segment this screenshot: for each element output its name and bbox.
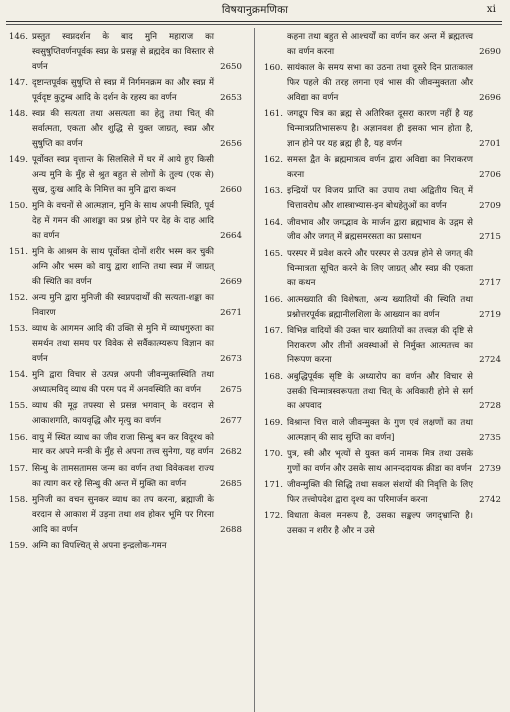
toc-entry bbox=[257, 447, 503, 477]
entry-page-number: 2650 bbox=[220, 61, 242, 72]
page-header bbox=[0, 0, 510, 20]
entry-text: परस्पर में प्रवेश करने और परस्पर से उत्पन्न होने से जगत् की चिन्मात्रता सूचित करने के लिए जाग्रत् और स्वप्न की एकता का कथन bbox=[287, 248, 473, 289]
entry-text: इन्द्रियों पर विजय प्राप्ति का उपाय तथा अद्वितीय चित् में चित्तावरोध और शास्त्राभ्यास-इन बोधहेतुओं का वर्णन bbox=[287, 186, 473, 212]
entry-text: जीवन्मुक्ति की सिद्धि तथा सकल संशयों की निवृत्ति के लिए फिर तत्त्वोपदेश द्वारा दृश्य का परिमार्जन करना bbox=[287, 480, 473, 506]
toc-entry bbox=[0, 107, 244, 151]
entry-number: 167. bbox=[263, 325, 283, 336]
entry-page-number: 2706 bbox=[479, 169, 501, 180]
entry-number: 157. bbox=[8, 463, 28, 474]
toc-entry bbox=[257, 416, 503, 446]
entry-number: 152. bbox=[8, 293, 28, 304]
entry-number: 161. bbox=[263, 109, 283, 120]
toc-entry bbox=[0, 368, 244, 398]
toc-entry bbox=[0, 199, 244, 243]
right-column bbox=[257, 30, 503, 541]
toc-entry bbox=[257, 478, 503, 508]
entry-number: 169. bbox=[263, 417, 283, 428]
entry-number: 154. bbox=[8, 370, 28, 381]
entry-page-number: 2742 bbox=[479, 495, 501, 506]
entry-text: आत्मख्याति की विशेषता, अन्य ख्यातियों की स्थिति तथा प्रश्नोत्तरपूर्वक ब्रह्मानीलशिला के आख्यान का वर्णन bbox=[287, 294, 473, 320]
entry-page-number: 2673 bbox=[220, 353, 242, 364]
entry-number: 172. bbox=[263, 511, 283, 522]
entry-text: व्याध के आगमन आदि की उक्ति से मुनि में व्याधगुरुता का समर्थन तथा समय पर विवेक से सर्वैकात्म्यरूप विज्ञान का वर्णन bbox=[32, 324, 214, 364]
toc-entry bbox=[257, 370, 503, 414]
entry-number: 150. bbox=[8, 201, 28, 212]
toc-entry bbox=[0, 153, 244, 197]
entry-page-number: 2717 bbox=[479, 278, 501, 289]
toc-entry bbox=[0, 30, 244, 74]
entry-number: 149. bbox=[8, 155, 28, 166]
entry-text: समस्त द्वैत के ब्रह्ममात्रत्व वर्णन द्वारा अविद्या का निराकरण करना bbox=[287, 155, 473, 180]
entry-text: जगद्रूप चित्र का ब्रह्म से अतिरिक्त दूसरा कारण नहीं है यह चिन्मात्रप्रतिभासरूप है। अज्ञानवश ही इसका भान होता है, ज्ञान होने पर यह ब्रह्म ही है, यह वर्णन bbox=[287, 109, 473, 149]
toc-entry bbox=[0, 322, 244, 366]
toc-entry bbox=[257, 293, 503, 323]
entry-number: 151. bbox=[8, 247, 28, 258]
entry-page-number: 2656 bbox=[220, 138, 242, 149]
entry-text: दृष्टान्तपूर्वक सुषुप्ति से स्वप्न में निर्गमनक्रम का और स्वप्न में पूर्वदृष्ट कुटुम्ब आदि के दर्शन के रहस्य का वर्णन bbox=[32, 77, 214, 103]
entry-number: 156. bbox=[8, 432, 28, 443]
entry-number: 168. bbox=[263, 371, 283, 382]
entry-page-number: 2724 bbox=[479, 355, 501, 366]
entry-page-number: 2728 bbox=[479, 401, 501, 412]
entry-text: पुत्र, स्त्री और भृत्यों से युक्त कर्म नामक मित्र तथा उसके गुणों का वर्णन और उसके साथ आनन्ददायक क्रीडा का वर्णन bbox=[287, 449, 473, 474]
toc-entry bbox=[257, 61, 503, 105]
entry-number: 164. bbox=[263, 217, 283, 228]
entry-page-number: 2696 bbox=[479, 92, 501, 103]
toc-entry bbox=[0, 493, 244, 537]
entry-page-number: 2701 bbox=[479, 138, 501, 149]
toc-entry bbox=[257, 247, 503, 291]
left-column bbox=[0, 30, 244, 555]
toc-entry bbox=[257, 324, 503, 368]
entry-text: सिन्धु के तामसतामस जन्म का वर्णन तथा विवेकवश राज्य का त्याग कर रहे सिन्धु की अन्त में मुक्ति का वर्णन bbox=[32, 463, 214, 489]
entry-number: 160. bbox=[263, 63, 283, 74]
entry-page-number: 2739 bbox=[479, 463, 501, 474]
entry-text: विश्रान्त चित्त वाले जीवन्मुक्त के गुण एवं लक्षणों का तथा आत्मज्ञान् की साद सुप्ति का वर्णन] bbox=[287, 417, 473, 443]
entry-number: 170. bbox=[263, 449, 283, 460]
entry-text: वायु में स्थित व्याध का जीव राजा सिन्धु बन कर विदूरथ को मार कर अपने मन्त्री के मुँह से अपना तत्त्व सुनेगा, यह वर्णन bbox=[32, 432, 214, 458]
toc-entry bbox=[0, 291, 244, 321]
entry-text: विभिन्न वादियों की उक्त चार ख्यातियों का तत्त्वज्ञ की दृष्टि से निराकरण और तीनों अवस्थाओं से निर्मुक्त आत्मतत्त्व का निरूपण करना bbox=[287, 325, 473, 366]
entry-text: पूर्वोक्त स्वप्न वृत्तान्त के सिलसिले में घर में आये हुए किसी अन्य मुनि के मुँह से श्रुत बहुत से लोगों के तुल्य (एक से) सुख, दुःख आदि के निमित्त का मुनि द्वारा कथन bbox=[32, 155, 214, 195]
entry-number: 147. bbox=[8, 77, 28, 88]
toc-entry bbox=[0, 76, 244, 106]
entry-page-number: 2690 bbox=[479, 46, 501, 57]
entry-number: 163. bbox=[263, 186, 283, 197]
toc-entry bbox=[0, 245, 244, 289]
toc-entry bbox=[0, 431, 244, 461]
header-rule bbox=[6, 21, 502, 22]
entry-page-number: 2735 bbox=[479, 432, 501, 443]
entry-text: मुनि द्वारा विचार से उत्पन्न अपनी जीवन्मुक्तस्थिति तथा अध्यात्मविद् व्याध की परम पद में अनवस्थिति का वर्णन bbox=[32, 370, 214, 396]
entry-text: जीवभाव और जगद्भाव के मार्जन द्वारा ब्रह्मभाव के उद्गम से जीव और जगत् में ब्रह्मसमरसता का प्रसाधन bbox=[287, 217, 473, 243]
header-rule-thin bbox=[6, 24, 502, 25]
page-title: विषयानुक्रमणिका bbox=[221, 4, 289, 16]
entry-text: मुनि के वचनों से आत्मज्ञान, मुनि के साथ अपनी स्थिति, पूर्व देह में गमन की आशङ्का का प्रश्न होने पर देह के दाह आदि का वर्णन bbox=[32, 201, 214, 241]
toc-entry bbox=[0, 462, 244, 492]
entry-number: 148. bbox=[8, 109, 28, 120]
toc-entry bbox=[0, 539, 244, 554]
toc-entry bbox=[257, 107, 503, 151]
entry-page-number: 2709 bbox=[479, 201, 501, 212]
entry-page-number: 2671 bbox=[220, 307, 242, 318]
entry-text: विधाता केवल मनरूप है, उसका सङ्कल्प जगद्भ्रान्ति है। उसका न शरीर है और न उसे bbox=[287, 511, 473, 537]
entry-number: 171. bbox=[263, 480, 283, 491]
entry-text: मुनिजी का वचन सुनकर व्याध का तप करना, ब्रह्माजी के वरदान से आकाश में उड़ना तथा शव होकर भूमि पर गिरना आदि का वर्णन bbox=[32, 495, 214, 535]
entry-text: अन्य मुनि द्वारा मुनिजी की स्वप्नपदार्थों की सत्यता-शङ्का का निवारण bbox=[32, 293, 214, 318]
entry-number: 153. bbox=[8, 324, 28, 335]
entry-page-number: 2719 bbox=[479, 309, 501, 320]
entry-page-number: 2664 bbox=[220, 230, 242, 241]
toc-entry bbox=[257, 153, 503, 183]
entry-page-number: 2682 bbox=[220, 447, 242, 458]
entry-number: 158. bbox=[8, 495, 28, 506]
toc-entry bbox=[257, 216, 503, 246]
toc-entry bbox=[0, 399, 244, 429]
entry-page-number: 2669 bbox=[220, 276, 242, 287]
entry-text: मुनि के आश्रम के साथ पूर्वोक्त दोनों शरीर भस्म कर चुकी अग्नि और भस्म को वायु द्वारा शान्ति तथा स्वप्न में जाग्रत् की स्थिति का वर्णन bbox=[32, 247, 214, 287]
entry-page-number: 2660 bbox=[220, 184, 242, 195]
entry-page-number: 2653 bbox=[220, 92, 242, 103]
entry-text: सायंकाल के समय सभा का उठना तथा दूसरे दिन प्रातःकाल फिर पहले की तरह लगना एवं भास की जीवन्मुक्तता और अविद्या का वर्णन bbox=[287, 63, 473, 103]
entry-number: 155. bbox=[8, 401, 28, 412]
entry-text: अबुद्धिपूर्वक सृष्टि के अध्यारोप का वर्णन और विचार से उसकी चिन्मात्रस्वरूपता तथा चित् के अविकारी होने से सर्ग का अपवाद bbox=[287, 371, 473, 412]
entry-number: 166. bbox=[263, 294, 283, 305]
entry-number: 146. bbox=[8, 32, 28, 42]
column-divider bbox=[254, 28, 255, 712]
entry-page-number: 2677 bbox=[220, 416, 242, 427]
entry-text: प्रस्तुत स्वप्नदर्शन के बाद मुनि महाराज का स्वसुषुप्तिवर्णनपूर्वक स्वप्न के प्रसङ्ग से ब्रह्मदेव का विस्तार से वर्णन bbox=[32, 32, 214, 72]
entry-text: व्याध की मूढ़ तपस्या से प्रसन्न भगवान् के वरदान से आकाशगति, कायवृद्धि और मृत्यु का वर्णन bbox=[32, 401, 214, 427]
entry-text: स्वप्न की सत्यता तथा असत्यता का हेतु तथा चित् की सर्वात्मता, एकता और शुद्धि से युक्त जाग्रत्, स्वप्न और सुषुप्ति का वर्णन bbox=[32, 109, 214, 149]
entry-page-number: 2688 bbox=[220, 524, 242, 535]
entry-text: कहना तथा बहुत से आश्चर्यों का वर्णन कर अन्त में ब्रह्मतत्त्व का वर्णन करना bbox=[287, 32, 473, 57]
entry-page-number: 2685 bbox=[220, 478, 242, 489]
entry-page-number: 2715 bbox=[479, 232, 501, 243]
page-number: xi bbox=[486, 3, 496, 15]
toc-entry bbox=[257, 509, 503, 539]
toc-entry bbox=[257, 184, 503, 214]
entry-page-number: 2675 bbox=[220, 385, 242, 396]
entry-number: 165. bbox=[263, 248, 283, 259]
entry-number: 162. bbox=[263, 155, 283, 166]
toc-entry bbox=[257, 30, 503, 60]
entry-text: अग्नि का विपश्चित् से अपना इन्द्रलोक-गमन bbox=[32, 541, 167, 552]
entry-number: 159. bbox=[8, 541, 28, 552]
